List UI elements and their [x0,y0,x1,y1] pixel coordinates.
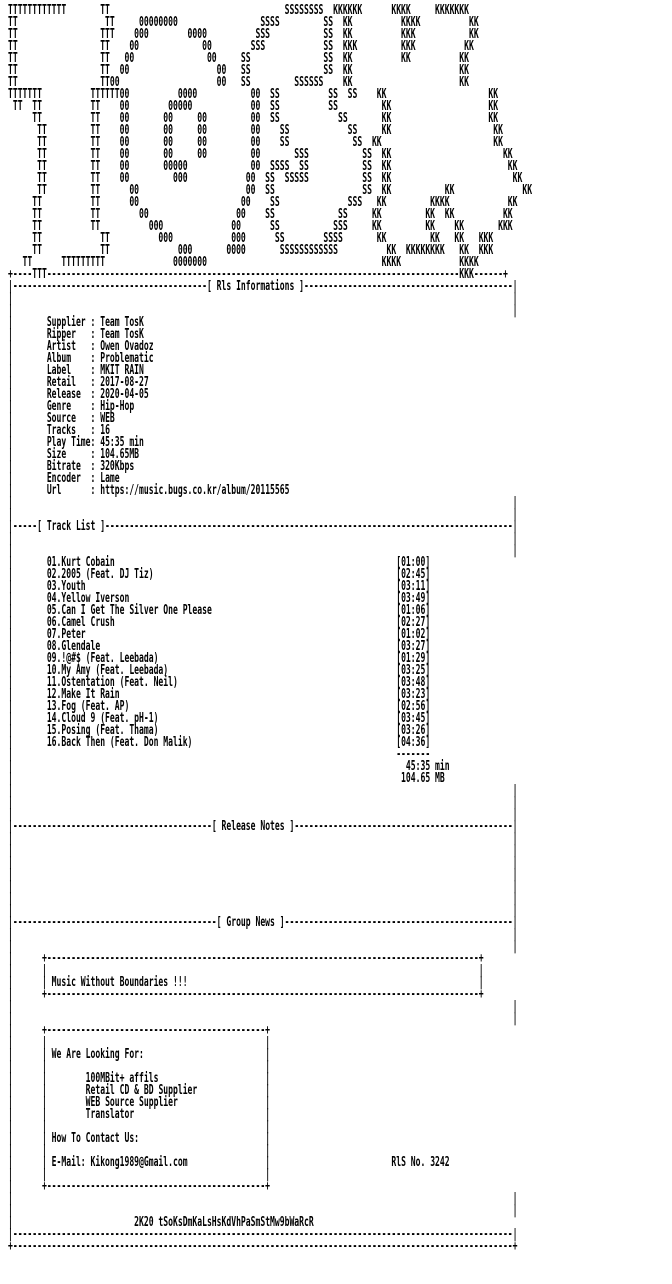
track-title: 16.Back Then (Feat. Don Malik) [46,735,193,750]
looking-for-row: | | Retail CD & BD Supplier | [8,1083,271,1098]
track-title: 15.Posing (Feat. Thama) [46,723,159,738]
logo-art-row: TT TT 00 000 00 SS SSSSS SS KK KK [8,171,523,186]
looking-for-heading: | | We Are Looking For: | [8,1047,271,1062]
logo-art-row: TT TT 000 000 SS SSSS KK KK KK KKK [8,231,494,246]
info-box-line: | | | [8,1143,271,1158]
track-time: [03:23] [396,687,431,702]
blank-line: | | [8,1203,518,1218]
track-row: | 07.Peter [01:02] [8,627,431,642]
info-row: | Genre : Hip-Hop [8,399,135,414]
track-time: [03:26] [396,723,431,738]
section-title: [ Track List ] [37,519,106,534]
info-row: | Size : 104.65MB [8,447,140,462]
blank-line: | | [8,867,518,882]
info-row: | Ripper : Team TosK [8,327,144,342]
track-title: 08.Glendale [46,639,101,654]
info-value: 45:35 min [100,435,144,450]
info-value: MKIT RAIN [100,363,144,378]
contact-email: E-Mail: Kikong1989@Gmail.com [51,1155,188,1170]
logo-art-row: TT TT 00 00 00 00 SS SS KK KK [8,123,503,138]
blank-line: | | [8,999,518,1014]
logo-art-row: TTTTTTT TTTTTT00 0000 00 SS SS SS KK KK [8,87,499,102]
info-value: Owen Ovadoz [100,339,154,354]
blank-line: | | [8,1011,518,1026]
track-time: [03:48] [396,675,431,690]
track-time: [02:56] [396,699,431,714]
info-value: https://music.bugs.co.kr/album/20115565 [100,483,290,498]
track-row: | 13.Fog (Feat. AP) [02:56] [8,699,431,714]
info-box-line: | | | [8,1167,271,1182]
info-value: Problematic [100,351,154,366]
track-title: 13.Fog (Feat. AP) [46,699,130,714]
track-title: 10.My Amy (Feat. Leebada) [46,663,169,678]
track-time: [01:06] [396,603,431,618]
track-time: [04:36] [396,735,431,750]
slogan-row: | | Music Without Boundaries !!! | [8,975,484,990]
track-title: 12.Make It Rain [46,687,120,702]
info-row: | Tracks : 16 [8,423,110,438]
track-row: | 14.Cloud 9 (Feat. pH-1) [03:45] [8,711,431,726]
logo-art-row: TT TT 00 00 00 00 SS SS KK KK [8,111,499,126]
track-title: 14.Cloud 9 (Feat. pH-1) [46,711,159,726]
top-border: +----TTT-------------------------------------------------------------------------------------KKK------+ [8,267,508,282]
logo-art-row: TT TT 00 00 SS SSS KK KKKK KK [8,195,518,210]
info-value: 16 [100,423,110,438]
track-time: [02:45] [396,567,431,582]
blank-line: | | [8,891,518,906]
blank-line: | | [8,879,518,894]
info-key: Size [46,447,91,462]
logo-art-row: TT TT 000 00 SS SSS KK KK KK KKK [8,219,513,234]
total-time: 45:35 min [405,759,450,774]
info-key: Source [46,411,91,426]
info-row: | Album : Problematic [8,351,154,366]
info-row: | Retail : 2017-08-27 [8,375,149,390]
logo-art-row: TT TTTTTTTTT 0000000 KKKK KKKK [8,255,479,270]
info-value: Lame [100,471,120,486]
track-time: [03:27] [396,639,431,654]
track-title: 04.Yellow Iverson [46,591,130,606]
section-separator: |-----------------------------------------[ Release Notes ]---------------------------------------------| [8,819,518,834]
info-box-line: | | | [8,1119,271,1134]
contact-title: How To Contact Us: [51,1131,140,1146]
track-title: 06.Camel Crush [46,615,115,630]
info-key: Bitrate [46,459,91,474]
logo-art-row: TT TT TT 00 00000 00 SS SS KK KK [8,99,499,114]
blank-line: | | [8,843,518,858]
total-rule: | ------- [8,747,431,762]
nfo-document [8,5,532,1253]
track-time: [03:45] [396,711,431,726]
looking-for-title: We Are Looking For: [51,1047,144,1062]
looking-for-item: Retail CD & BD Supplier [85,1083,198,1098]
track-title: 02.2005 (Feat. DJ Tiz) [46,567,154,582]
slogan-text: Music Without Boundaries !!! [51,975,188,990]
release-number: RlS No. 3242 [391,1155,450,1170]
track-row: | 11.Ostentation (Feat. Neil) [03:48] [8,675,431,690]
slogan-box-bottom: | +-----------------------------------------------------------------------------------------+ [8,987,484,1002]
blank-line: | | [8,291,518,306]
footer-signature: 2K20 tSoKsDmKaLsHsKdVhPaSmStMw9bWaRcR [134,1215,314,1230]
info-row: | Source : WEB [8,411,115,426]
info-key: Artist [46,339,91,354]
blank-line: | | [8,807,518,822]
info-row: | Release : 2020-04-05 [8,387,149,402]
bottom-border: +-------------------------------------------------------------------------------------------------------+ [8,1239,518,1254]
bottom-separator: |-------------------------------------------------------------------------------------------------------| [8,1227,518,1242]
info-value: 320Kbps [100,459,135,474]
section-title: [ Rls Informations ] [206,279,305,294]
track-title: 01.Kurt Cobain [46,555,115,570]
slogan-box-line: | | | [8,963,484,978]
info-value: Team TosK [100,315,144,330]
track-row: | 08.Glendale [03:27] [8,639,431,654]
track-title: 07.Peter [46,627,86,642]
track-time: [01:00] [396,555,431,570]
total-time-row: | 45:35 min [8,759,450,774]
logo-art-row: TT TTT 000 0000 SSS SS KK KKK KK [8,27,479,42]
slogan-box-top: | +-----------------------------------------------------------------------------------------+ [8,951,484,966]
info-row: | Label : MKIT RAIN [8,363,144,378]
info-row: | Artist : Owen Ovadoz [8,339,154,354]
track-row: | 10.My Amy (Feat. Leebada) [03:25] [8,663,431,678]
blank-line: | | [8,855,518,870]
info-box-bottom: | +---------------------------------------------+ [8,1179,271,1194]
track-time: [03:49] [396,591,431,606]
info-key: Retail [46,375,91,390]
track-time: [03:25] [396,663,431,678]
blank-line: | | [8,531,518,546]
info-row: | Url : https://music.bugs.co.kr/album/20115565 [8,483,290,498]
info-key: Encoder [46,471,91,486]
looking-for-row: | | 100MBit+ affils | [8,1071,271,1086]
blank-line: | | [8,783,518,798]
info-key: Url [46,483,91,498]
track-row: | 06.Camel Crush [02:27] [8,615,431,630]
section-separator: |----------------------------------------[ Rls Informations ]-------------------------------------------| [8,279,518,294]
track-time: [02:27] [396,615,431,630]
logo-art-row: TT TT 00 00 SSS SS KKK KKK KK [8,39,474,54]
section-title: [ Release Notes ] [211,819,295,834]
track-time: [03:11] [396,579,431,594]
track-row: | 04.Yellow Iverson [03:49] [8,591,431,606]
track-title: 05.Can I Get The Silver One Please [46,603,212,618]
blank-line: | | [8,543,518,558]
blank-line: | | [8,795,518,810]
info-value: 2020-04-05 [100,387,149,402]
looking-for-item: 100MBit+ affils [85,1071,159,1086]
logo-art-row: TT TT 00 00000 00 SSSS SS SS KK KK [8,159,518,174]
logo-art-row: TT TT 00 00 00 00 SSS SS KK KK [8,147,513,162]
blank-line: | | [8,903,518,918]
section-separator: |-----[ Track List ]------------------------------------------------------------------------------------| [8,519,518,534]
info-value: 104.65MB [100,447,140,462]
contact-row: | | E-Mail: Kikong1989@Gmail.com | RlS No. 3242 [8,1155,450,1170]
track-title: 09.!@#$ (Feat. Leebada) [46,651,159,666]
info-key: Album [46,351,91,366]
logo-art-row: TT TT 00 00 SS SS KK KK KK [8,183,533,198]
info-row: | Supplier : Team TosK [8,315,144,330]
blank-line: | | [8,1191,518,1206]
info-box-line: | | | [8,1059,271,1074]
info-key: Label [46,363,91,378]
info-value: WEB [100,411,115,426]
looking-for-row: | | WEB Source Supplier | [8,1095,271,1110]
looking-for-row: | | Translator | [8,1107,271,1122]
blank-line: | | [8,303,518,318]
info-key: Tracks [46,423,91,438]
looking-for-item: WEB Source Supplier [85,1095,178,1110]
section-separator: |------------------------------------------[ Group News ]-----------------------------------------------| [8,915,518,930]
track-row: | 09.!@#$ (Feat. Leebada) [01:29] [8,651,431,666]
blank-line: | | [8,939,518,954]
info-key: Genre [46,399,91,414]
info-box-top: | +---------------------------------------------+ [8,1023,271,1038]
track-title: 03.Youth [46,579,86,594]
track-title: 11.Ostentation (Feat. Neil) [46,675,178,690]
logo-art-row: TT TT 00 00 SS SS KK KK KK [8,51,469,66]
track-time: [01:29] [396,651,431,666]
info-key: Play Time [46,435,91,450]
info-box-line: | | | [8,1035,271,1050]
info-key: Supplier [46,315,91,330]
info-value: Hip-Hop [100,399,135,414]
total-size: 104.65 MB [401,771,445,786]
section-title: [ Group News ] [216,915,285,930]
track-row: | 03.Youth [03:11] [8,579,431,594]
blank-line: | | [8,831,518,846]
looking-for-item: Translator [85,1107,135,1122]
logo-art-row: TT TT 00 00 00 00 SS SS KK KK [8,135,503,150]
info-row: | Play Time: 45:35 min [8,435,144,450]
track-row: | 02.2005 (Feat. DJ Tiz) [02:45] [8,567,431,582]
logo-art-row: TT TT 000 0000 SSSSSSSSSSSS KK KKKKKKKK KK KKK [8,243,494,258]
contact-heading: | | How To Contact Us: | [8,1131,271,1146]
logo-art-row: TT TT 00000000 SSSS SS KK KKKK KK [8,15,479,30]
track-row: | 16.Back Then (Feat. Don Malik) [04:36] [8,735,431,750]
footer-row: | 2K20 tSoKsDmKaLsHsKdVhPaSmStMw9bWaRcR [8,1215,314,1230]
track-time: [01:02] [396,627,431,642]
info-key: Release [46,387,91,402]
track-row: | 05.Can I Get The Silver One Please [01:06] [8,603,431,618]
logo-art-row: TT TT 00 00 SS SS KK KK [8,63,469,78]
blank-line: | | [8,507,518,522]
track-row: | 01.Kurt Cobain [01:00] [8,555,431,570]
blank-line: | | [8,927,518,942]
logo-art-row: TT TT 00 00 SS SS KK KK KK KK [8,207,513,222]
info-row: | Bitrate : 320Kbps [8,459,135,474]
info-value: 2017-08-27 [100,375,149,390]
track-row: | 12.Make It Rain [03:23] [8,687,431,702]
info-row: | Encoder : Lame [8,471,120,486]
info-value: Team TosK [100,327,144,342]
total-size-row: | 104.65 MB [8,771,445,786]
logo-art-row: TT TT00 00 SS SSSSSS KK KK [8,75,469,90]
blank-line: | | [8,495,518,510]
logo-art-row: TTTTTTTTTTTT TT SSSSSSSS KKKKKK KKKK KKKKKKK [8,3,469,18]
track-row: | 15.Posing (Feat. Thama) [03:26] [8,723,431,738]
info-key: Ripper [46,327,91,342]
